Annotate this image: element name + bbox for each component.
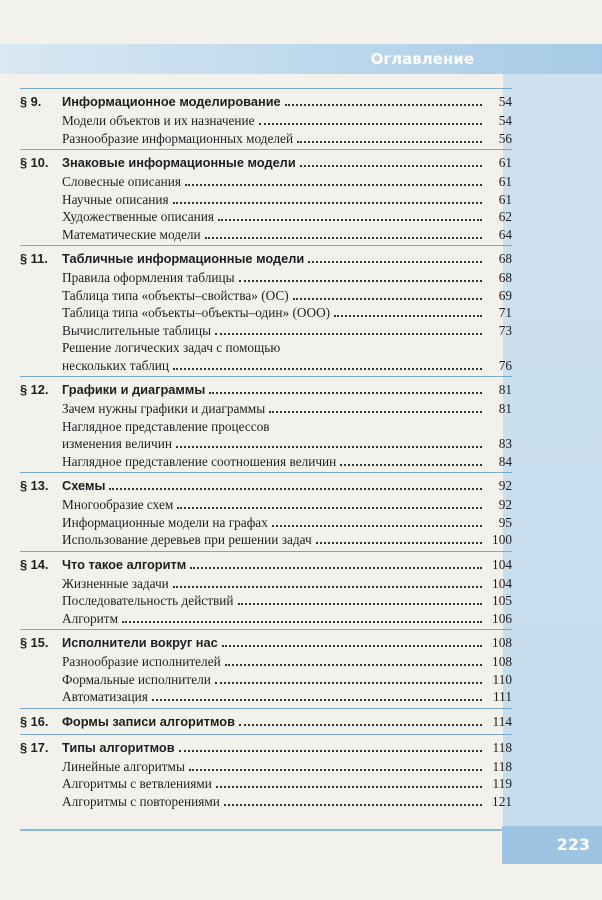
leader-dots <box>176 446 482 448</box>
leader-dots <box>222 645 482 647</box>
section-heading[interactable] <box>20 381 512 400</box>
toc-entry-continuation[interactable] <box>20 357 512 375</box>
page-ref: 76 <box>498 357 512 373</box>
section-title: Что такое алгоритм <box>62 556 187 572</box>
leader-dots <box>215 333 482 335</box>
entry-title: Зачем нужны графики и диаграммы <box>62 401 266 416</box>
entry-title-line: нескольких таблиц <box>62 357 169 373</box>
section-heading[interactable] <box>20 477 512 496</box>
side-panel <box>503 74 602 834</box>
page-ref: 54 <box>498 113 512 128</box>
leader-dots <box>316 542 482 544</box>
toc-section <box>20 149 512 243</box>
leader-dots <box>269 411 482 413</box>
toc-entry[interactable] <box>20 793 512 811</box>
page-ref: 121 <box>492 793 512 809</box>
section-number: § 17. <box>20 739 49 755</box>
leader-dots <box>173 586 482 588</box>
leader-dots <box>224 804 482 806</box>
section-heading[interactable] <box>20 713 512 732</box>
page-ref: 104 <box>492 575 512 591</box>
page-ref: 118 <box>492 739 512 755</box>
section-title: Типы алгоритмов <box>62 739 175 755</box>
section-heading[interactable] <box>20 739 512 758</box>
leader-dots <box>205 237 482 239</box>
entry-title: Таблица типа «объекты–объекты–один» (ООО) <box>62 305 331 320</box>
entry-title: Многообразие схем <box>62 497 174 512</box>
toc-section <box>20 376 512 470</box>
toc-entry[interactable] <box>20 758 512 776</box>
leader-dots <box>179 750 482 752</box>
entry-title-line: Решение логических задач с помощью <box>62 340 281 355</box>
page-ref: 62 <box>498 209 512 224</box>
toc-entry[interactable] <box>20 575 512 593</box>
leader-dots <box>272 525 482 527</box>
section-number: § 14. <box>20 556 49 572</box>
toc-entry[interactable] <box>20 269 512 287</box>
entry-title: Разнообразие исполнителей <box>62 654 221 669</box>
toc-entry-continuation[interactable] <box>20 435 512 453</box>
toc-entry[interactable] <box>20 453 512 471</box>
leader-dots <box>293 298 482 300</box>
leader-dots <box>152 699 482 701</box>
leader-dots <box>239 724 482 726</box>
section-title: Знаковые информационные модели <box>62 155 296 170</box>
entry-title: Модели объектов и их назначение <box>62 113 255 128</box>
page-ref: 81 <box>498 382 512 397</box>
section-title: Табличные информационные модели <box>62 251 305 266</box>
entry-title: Математические модели <box>62 226 201 242</box>
leader-dots <box>259 123 482 125</box>
section-title: Информационное моделирование <box>62 94 281 109</box>
entry-title: Последовательность действий <box>62 593 234 608</box>
leader-dots <box>308 261 482 263</box>
section-heading[interactable] <box>20 250 512 269</box>
entry-title: Разнообразие информационных моделей <box>62 130 294 146</box>
entry-title: Таблица типа «объекты–свойства» (ОС) <box>62 287 289 303</box>
page-ref: 118 <box>492 758 512 774</box>
entry-title: Правила оформления таблицы <box>62 270 235 285</box>
toc-entry[interactable] <box>20 531 512 549</box>
entry-title: Использование деревьев при решении задач <box>62 532 312 547</box>
page-ref: 84 <box>498 453 512 469</box>
page-ref: 104 <box>492 556 512 572</box>
section-number: § 11. <box>20 251 48 266</box>
page-ref: 114 <box>492 713 512 729</box>
leader-dots <box>173 202 482 204</box>
leader-dots <box>218 219 482 221</box>
section-title: Формы записи алгоритмов <box>62 713 235 729</box>
leader-dots <box>190 567 482 569</box>
toc-entry[interactable] <box>20 653 512 671</box>
leader-dots <box>225 664 482 666</box>
toc-section <box>20 734 512 811</box>
leader-dots <box>185 184 482 186</box>
page-ref: 106 <box>492 610 512 626</box>
toc-entry[interactable] <box>20 775 512 793</box>
entry-title: Вычислительные таблицы <box>62 322 212 338</box>
entry-title: Алгоритмы с ветвлениями <box>62 776 212 791</box>
section-number: § 9. <box>20 94 42 109</box>
entry-title: Алгоритмы с повторениями <box>62 793 220 809</box>
header-bar <box>0 44 602 74</box>
entry-title-line: Наглядное представление процессов <box>62 418 270 434</box>
page-ref: 61 <box>498 155 512 170</box>
entry-title: Линейные алгоритмы <box>62 758 185 774</box>
toc-entry[interactable] <box>20 496 512 514</box>
page-ref: 64 <box>498 226 512 242</box>
section-heading[interactable] <box>20 556 512 575</box>
page-ref: 111 <box>493 689 512 704</box>
leader-dots <box>209 392 482 394</box>
toc-entry[interactable] <box>20 173 512 191</box>
leader-dots <box>297 141 482 143</box>
entry-title: Научные описания <box>62 191 169 207</box>
page-ref: 56 <box>498 130 512 146</box>
toc-section <box>20 629 512 706</box>
entry-title: Художественные описания <box>62 209 214 224</box>
toc-entry[interactable] <box>20 592 512 610</box>
leader-dots <box>238 603 482 605</box>
entry-title: Автоматизация <box>62 689 148 704</box>
toc-entry[interactable] <box>20 610 512 628</box>
page-ref: 61 <box>498 174 512 189</box>
entry-title-line: изменения величин <box>62 436 172 451</box>
page-ref: 73 <box>498 322 512 338</box>
toc-entry[interactable] <box>20 339 512 357</box>
page-ref: 71 <box>498 305 512 320</box>
page-ref: 68 <box>498 251 512 266</box>
section-heading[interactable] <box>20 154 512 173</box>
page-number: 223 <box>556 835 590 854</box>
page-ref: 83 <box>498 436 512 451</box>
toc-entry[interactable] <box>20 304 512 322</box>
entry-title: Информационные модели на графах <box>62 514 268 530</box>
toc-section <box>20 551 512 628</box>
leader-dots <box>216 786 482 788</box>
entry-title: Формальные исполнители <box>62 671 211 687</box>
page-ref: 92 <box>498 497 512 512</box>
toc-entry[interactable] <box>20 226 512 244</box>
entry-title: Жизненные задачи <box>62 575 169 591</box>
toc-entry[interactable] <box>20 208 512 226</box>
toc-section <box>20 88 512 147</box>
page-ref: 119 <box>492 776 512 791</box>
page-ref: 69 <box>498 287 512 303</box>
page-ref: 61 <box>498 191 512 207</box>
leader-dots <box>177 507 482 509</box>
section-number: § 15. <box>20 635 49 650</box>
leader-dots <box>215 682 482 684</box>
header-title: Оглавление <box>370 50 474 68</box>
leader-dots <box>300 165 482 167</box>
leader-dots <box>173 368 482 370</box>
leader-dots <box>109 488 482 490</box>
page-ref: 54 <box>498 94 512 109</box>
section-number: § 12. <box>20 382 49 397</box>
leader-dots <box>334 315 482 317</box>
leader-dots <box>122 621 482 623</box>
leader-dots <box>189 769 482 771</box>
toc-entry[interactable] <box>20 130 512 148</box>
table-of-contents <box>20 86 512 810</box>
toc-section <box>20 472 512 549</box>
leader-dots <box>239 280 482 282</box>
section-title: Исполнители вокруг нас <box>62 635 218 650</box>
toc-entry[interactable] <box>20 418 512 436</box>
leader-dots <box>285 104 482 106</box>
page-ref: 100 <box>492 532 512 547</box>
page-ref: 81 <box>498 401 512 416</box>
entry-title: Наглядное представление соотношения величин <box>62 453 337 469</box>
section-title: Схемы <box>62 478 106 493</box>
page-ref: 92 <box>498 478 512 493</box>
toc-entry[interactable] <box>20 688 512 706</box>
entry-title: Словесные описания <box>62 174 181 189</box>
toc-entry[interactable] <box>20 287 512 305</box>
section-title: Графики и диаграммы <box>62 382 206 397</box>
section-heading[interactable] <box>20 93 512 112</box>
toc-entry[interactable] <box>20 191 512 209</box>
toc-section <box>20 245 512 374</box>
page-ref: 105 <box>492 593 512 608</box>
page-ref: 68 <box>498 270 512 285</box>
leader-dots <box>340 464 482 466</box>
toc-entry[interactable] <box>20 671 512 689</box>
section-number: § 16. <box>20 713 49 729</box>
toc-entry[interactable] <box>20 400 512 418</box>
page-ref: 108 <box>492 654 512 669</box>
section-number: § 10. <box>20 155 49 170</box>
page-ref: 110 <box>492 671 512 687</box>
toc-entry[interactable] <box>20 514 512 532</box>
toc-entry[interactable] <box>20 112 512 130</box>
toc-section <box>20 708 512 732</box>
entry-title: Алгоритм <box>62 610 118 626</box>
page-ref: 95 <box>498 514 512 530</box>
page-ref: 108 <box>492 635 512 650</box>
toc-entry[interactable] <box>20 322 512 340</box>
section-heading[interactable] <box>20 634 512 653</box>
section-number: § 13. <box>20 478 49 493</box>
